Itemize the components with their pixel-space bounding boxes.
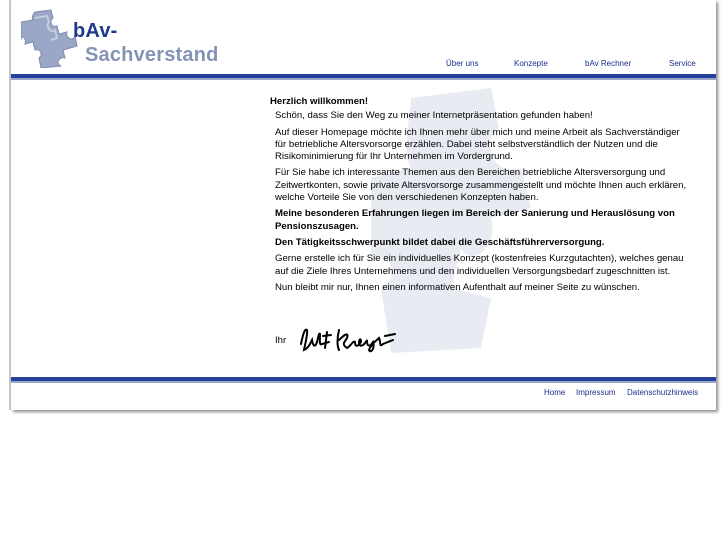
paragraph-focus: Den Tätigkeitsschwerpunkt bildet dabei die Geschäftsführerversorgung. — [275, 236, 605, 248]
nav-bav-rechner[interactable]: bAv Rechner — [585, 59, 632, 68]
signature-image — [295, 322, 405, 356]
nav-konzepte[interactable]: Konzepte — [514, 59, 548, 68]
footer-link-impressum[interactable]: Impressum — [576, 388, 616, 397]
paragraph-intro: Schön, dass Sie den Weg zu meiner Internetpräsentation gefunden haben! — [275, 110, 593, 122]
puzzle-piece-icon — [21, 8, 81, 68]
paragraph-closing: Nun bleibt mir nur, Ihnen einen informativen Aufenthalt auf meiner Seite zu wünschen. — [275, 281, 640, 293]
welcome-content — [270, 96, 690, 298]
logo-text-line2: Sachverstand — [85, 44, 219, 66]
paragraph-about: Auf dieser Homepage möchte ich Ihnen mehr über mich und meine Arbeit als Sachverständiger für betriebliche Altersvorsorge erzählen. Dabei steht selbstverständlich der Nutzen und die Risikominimierung für Ihr Unternehmen im Vordergrund. — [275, 126, 680, 163]
signature-prefix: Ihr — [275, 335, 287, 346]
paragraph-offer: Gerne erstelle ich für Sie ein individuelles Konzept (kostenfreies Kurzgutachten), welches genau auf die Ziele Ihres Unternehmens und den individuellen Versorgungsbedarf zugeschnitten ist. — [275, 253, 684, 277]
site-logo[interactable] — [21, 8, 221, 70]
nav-ueber-uns[interactable]: Über uns — [446, 59, 479, 68]
signature-row — [275, 322, 455, 356]
footer-link-datenschutz[interactable]: Datenschutzhinweis — [627, 388, 699, 397]
header-divider-thin — [11, 78, 716, 80]
welcome-heading: Herzlich willkommen! — [270, 96, 369, 107]
footer-divider-thin — [11, 381, 716, 383]
header — [11, 0, 716, 74]
footer-link-home[interactable]: Home — [544, 388, 566, 397]
paragraph-topics: Für Sie habe ich interessante Themen aus den Bereichen betriebliche Altersversorgung und Zeitwertkonten, sowie private Altersvorsorge zusammengestellt und möchte Ihnen auch erklären, welche Vorteile Sie von den verschiedenen Konzepten haben. — [275, 167, 687, 204]
page-container — [11, 0, 716, 410]
paragraph-experience: Meine besonderen Erfahrungen liegen im Bereich der Sanierung und Herauslösung von Pensionszusagen. — [275, 208, 675, 232]
logo-text-line1: bAv- — [73, 20, 118, 42]
nav-service[interactable]: Service — [669, 59, 696, 68]
